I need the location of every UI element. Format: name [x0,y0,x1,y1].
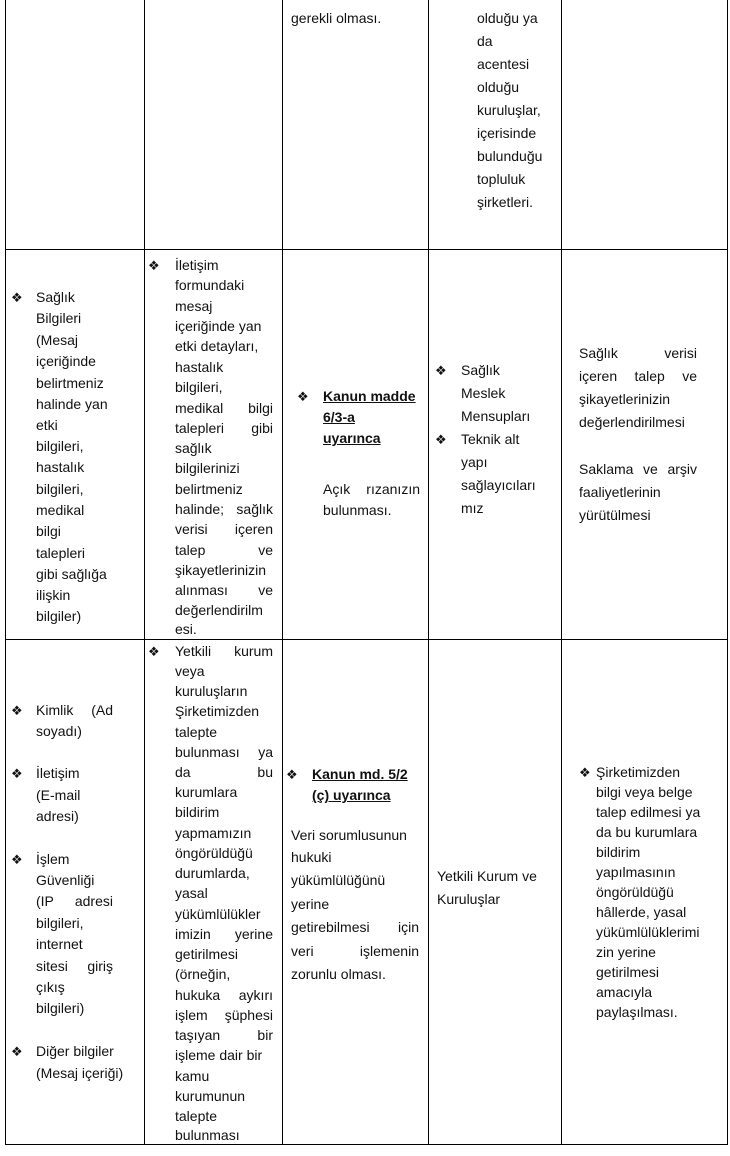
row2-col3-body-line: Açık rızanızın [323,481,420,497]
row2-col4-line: sağlayıcıları [461,477,536,493]
row3-col5-line: talep edilmesi ya [596,804,701,820]
bullet-icon: ❖ [286,767,298,782]
row3-col2-line: talepte [175,724,218,740]
row3-col3-body-line: yükümlülüğünü [291,872,386,888]
row2-col1-line: hastalık [36,459,85,475]
row3-col5-line: amacıyla [596,984,653,1000]
bullet-icon: ❖ [11,290,23,305]
bullet-icon: ❖ [148,644,160,659]
row2-col1-line: halinde yan [36,396,108,412]
row3-col2-line: taşıyan bir [175,1027,273,1043]
row2-col5-line: içeren talep ve [579,368,697,384]
row2-col2-line: talepleri gibi [175,420,273,436]
row3-col1-line: bilgileri, [36,915,84,931]
row1-col3-line: gerekli olması. [291,10,382,26]
row2-col1-line: Sağlık [36,289,75,305]
row3-col1-line: (Mesaj içeriği) [36,1065,124,1081]
row2-col1-line: Bilgileri [36,310,82,326]
row3-col2-line: işleme dair bir [175,1047,263,1063]
row3-col5-line: öngörüldüğü [596,884,674,900]
row2-col1-line: bilgi [36,523,61,539]
legal-basis-title-line: Kanun madde [323,388,416,404]
row2-col2-line: talep ve [175,542,273,558]
row3-col2-line: (örneğin, [175,966,231,982]
row3-col3-body-line: veri işlemenin [291,943,419,959]
row2-col2-line: belirtmeniz [175,481,243,497]
row2-col1-line: belirtmeniz [36,375,104,391]
row3-col2-line: kurumunun [175,1088,246,1104]
row3-col1-line: Diğer bilgiler [36,1043,114,1059]
legal-basis-title-line: 6/3-a [323,409,355,425]
bullet-icon: ❖ [11,852,23,867]
row2-col4-line: Sağlık [461,362,500,378]
row3-col1-line: çıkış [36,979,65,995]
row2-col1-line: bilgiler) [36,608,82,624]
row2-col1-line: bilgileri, [36,438,84,454]
grid-bottom-border [5,1144,728,1145]
grid-col-divider-3 [428,0,429,1145]
row3-col5-line: da bu kurumlara [596,824,698,840]
row3-col2-line: kurumlara [175,784,238,800]
row2-col1-line: içeriğinde [36,353,96,369]
grid-row-divider-1 [5,249,728,250]
row1-col4-line: olduğu [477,79,520,95]
bullet-icon: ❖ [579,765,591,780]
row3-col1-line: Güvenliği [36,872,95,888]
row3-col2-line: kuruluşların [175,683,248,699]
bullet-icon: ❖ [148,258,160,273]
row2-col4-line: Teknik alt [461,431,520,447]
row3-col2-line: Yetkili kurum [175,643,273,659]
row2-col1-line: gibi sağlığa [36,566,107,582]
bullet-icon: ❖ [11,703,23,718]
row3-col1-line: internet [36,936,83,952]
row1-col4-line: bulunduğu [477,148,543,164]
row2-col2-line: değerlendirilm [175,602,263,618]
row2-col5-line: değerlendirilmesi [579,414,685,430]
row2-col5-line: Sağlık verisi [579,345,697,361]
row3-col5-line: bilgi veya belge [596,784,693,800]
row2-col4-line: Meslek [461,385,506,401]
row3-col2-line: bildirim [175,804,220,820]
row1-col4-line: şirketleri. [477,194,534,210]
legal-basis-title-line: uyarınca [323,430,381,446]
row3-col2-line: yasal [175,885,208,901]
row3-col3-body-line: yerine [291,896,330,912]
row3-col1-line: İşlem [36,851,70,867]
row2-col1-line: ilişkin [36,587,71,603]
row3-col2-line: kamu [175,1068,210,1084]
row2-col1-line: medikal [36,502,85,518]
bullet-icon: ❖ [11,1044,23,1059]
row3-col1-line: (E-mail [36,787,81,803]
row2-col1-line: (Mesaj [36,332,79,348]
row2-col5-line: faaliyetlerinin [579,484,661,500]
row2-col2-line: bilgilerinizi [175,460,240,476]
row3-col2-line: getirilmesi [175,946,239,962]
row3-col5-line: yükümlülüklerimi [596,924,700,940]
row1-col4-line: acentesi [477,56,530,72]
row3-col2-line: bulunması [175,1127,240,1143]
row2-col2-line: sağlık [175,440,212,456]
row3-col2-line: işlem şüphesi [175,1007,273,1023]
row3-col2-line: talepte [175,1108,218,1124]
row3-col2-line: yükümlülükler [175,906,261,922]
row2-col5-line: şikayetlerinizin [579,391,671,407]
row3-col3-body-line: getirebilmesi için [291,919,419,935]
row2-col4-line: Mensupları [461,408,531,424]
bullet-icon: ❖ [297,389,309,404]
row3-col1-line: sitesi giriş [36,958,113,974]
row3-col5-line: yapılmasının [596,864,676,880]
row3-col2-line: veya [175,663,205,679]
row1-col4-line: da [477,33,493,49]
bullet-icon: ❖ [11,766,23,781]
row3-col5-line: getirilmesi [596,964,660,980]
grid-col-divider-1 [144,0,145,1145]
row2-col2-line: içeriğinde yan [175,318,262,334]
row3-col2-line: hukuka aykırı [175,987,273,1003]
row2-col2-line: esi. [175,621,197,637]
row1-col4-line: kuruluşlar, [477,102,541,118]
row3-col3-body-line: Veri sorumlusunun [291,827,407,843]
row3-col5-line: zin yerine [596,944,656,960]
row3-col3-body-line: zorunlu olması. [291,966,386,982]
grid-col-divider-4 [561,0,562,1145]
row2-col2-line: formundaki [175,277,245,293]
row2-col2-line: şikayetlerinizin [175,562,267,578]
row2-col2-line: bilgileri, [175,379,223,395]
row2-col5-line: Saklama ve arşiv [579,461,697,477]
row2-col4-line: mız [461,500,484,516]
grid-col-divider-2 [282,0,283,1145]
row3-col5-line: Şirketimizden [596,764,681,780]
row2-col2-line: hastalık [175,359,224,375]
row1-col4-line: olduğu ya [477,10,538,26]
legal-basis-title-line: (ç) uyarınca [312,787,391,803]
row3-col1-line: bilgileri) [36,1000,85,1016]
row2-col2-line: etki detayları, [175,338,259,354]
row2-col3-body-line: bulunması. [323,502,392,518]
row3-col5-line: paylaşılması. [596,1004,678,1020]
row3-col2-line: imizin yerine [175,926,273,942]
row1-col4-line: topluluk [477,171,526,187]
row3-col4-line: Yetkili Kurum ve [437,868,537,884]
row3-col1-line: (IP adresi [36,893,113,909]
grid-row-divider-2 [5,639,728,640]
row3-col2-line: öngörüldüğü [175,845,253,861]
row3-col2-line: yapmamızın [175,825,252,841]
row2-col1-line: etki [36,417,58,433]
row2-col2-line: verisi içeren [175,521,273,537]
row3-col5-line: hâllerde, yasal [596,904,687,920]
row3-col5-line: bildirim [596,844,641,860]
row3-col2-line: bulunması ya [175,744,273,760]
row2-col1-line: bilgileri, [36,481,84,497]
row2-col5-line: yürütülmesi [579,507,651,523]
bullet-icon: ❖ [435,363,447,378]
row2-col2-line: alınması ve [175,582,273,598]
row3-col2-line: da bu [175,764,273,780]
grid-right-border [727,0,728,1145]
row2-col2-line: halinde; sağlık [175,501,273,517]
row3-col1-line: İletişim [36,765,80,781]
row2-col2-line: İletişim [175,257,219,273]
row3-col2-line: durumlarda, [175,865,250,881]
row2-col1-line: talepleri [36,545,86,561]
row3-col2-line: Şirketimizden [175,703,260,719]
row2-col2-line: medikal bilgi [175,400,273,416]
bullet-icon: ❖ [435,432,447,447]
row3-col1-line: Kimlik (Ad [36,702,113,718]
row3-col4-line: Kuruluşlar [437,891,501,907]
row1-col4-line: içerisinde [477,125,537,141]
row2-col2-line: mesaj [175,298,213,314]
row2-col4-line: yapı [461,454,488,470]
grid-left-border [5,0,6,1145]
legal-basis-title-line: Kanun md. 5/2 [312,766,408,782]
row3-col1-line: adresi) [36,808,79,824]
row3-col3-body-line: hukuki [291,849,332,865]
row3-col1-line: soyadı) [36,723,82,739]
